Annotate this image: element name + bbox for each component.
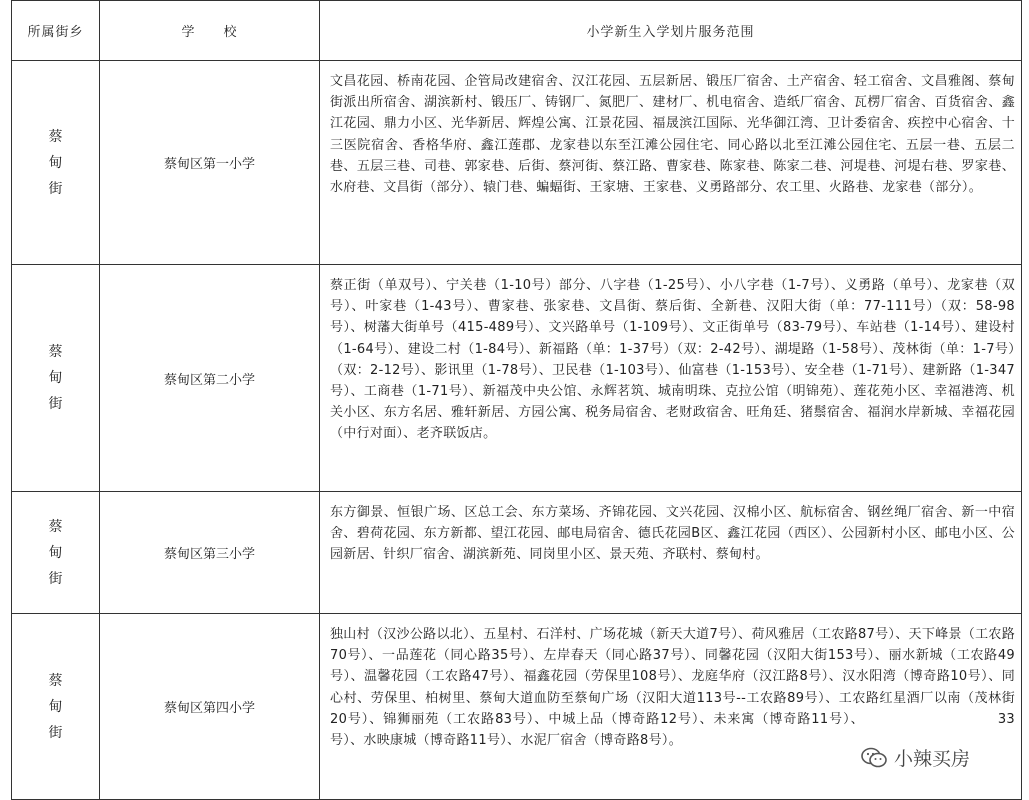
range-cell: 东方御景、恒银广场、区总工会、东方菜场、齐锦花园、文兴花园、汉棉小区、航标宿舍、钢丝绳厂宿舍、新一中宿舍、碧荷花园、东方新都、望江花园、邮电局宿舍、德氏花园B区、鑫江花园（西区）、公园新村小区、邮电小区、公园新居、针织厂宿舍、湖滨新苑、同岗里小区、景天苑、齐联村、蔡甸村。 bbox=[320, 492, 1022, 614]
street-name: 蔡甸街 bbox=[48, 672, 63, 741]
street-name: 蔡甸街 bbox=[48, 518, 63, 587]
range-cell: 文昌花园、桥南花园、企管局改建宿舍、汉江花园、五层新居、锻压厂宿舍、土产宿舍、轻工宿舍、文昌雅阁、蔡甸街派出所宿舍、湖滨新村、锻压厂、铸钢厂、氮肥厂、建材厂、机电宿舍、造纸厂宿舍、瓦楞厂宿舍、百货宿舍、鑫江花园、鼎力小区、光华新居、辉煌公寓、江景花园、福晟滨江国际、光华御江湾、卫计委宿舍、疾控中心宿舍、十三医院宿舍、香格华府、鑫江莲郡、龙家巷以东至江滩公园住宅、同心路以北至江滩公园住宅、五层一巷、五层二巷、五层三巷、司巷、郭家巷、后街、蔡河街、蔡江路、曹家巷、陈家巷、陈家二巷、河堤巷、河堤右巷、罗家巷、水府巷、文昌街（部分）、辕门巷、蝙蝠街、王家塘、王家巷、义勇路部分、农工里、火路巷、龙家巷（部分）。 bbox=[320, 61, 1022, 265]
header-street: 所属街乡 bbox=[12, 1, 100, 61]
school-cell: 蔡甸区第一小学 bbox=[100, 61, 320, 265]
header-school: 学 校 bbox=[100, 1, 320, 61]
header-range: 小学新生入学划片服务范围 bbox=[320, 1, 1022, 61]
table-row bbox=[12, 492, 1022, 614]
street-cell bbox=[12, 492, 100, 614]
street-name: 蔡甸街 bbox=[48, 128, 63, 197]
street-cell bbox=[12, 614, 100, 800]
school-district-table bbox=[11, 0, 1022, 800]
table-row bbox=[12, 265, 1022, 492]
school-cell: 蔡甸区第二小学 bbox=[100, 265, 320, 492]
range-cell: 独山村（汉沙公路以北）、五星村、石洋村、广场花城（新天大道7号）、荷风雅居（工农路87号）、天下峰景（工农路70号）、一品莲花（同心路35号）、左岸春天（同心路37号）、同馨花园（汉阳大街153号）、丽水新城（工农路49号）、温馨花园（工农路47号）、福鑫花园（劳保里108号）、龙庭华府（汉江路8号）、汉水阳湾（博奇路10号）、同心村、劳保里、柏树里、蔡甸大道血防至蔡甸广场（汉阳大道113号--工农路89号）、工农路红星酒厂以南（茂林街20号）、锦狮丽苑（工农路83号）、中城上品（博奇路12号）、未来寓（博奇路11号）、 33号）、水映康城（博奇路11号）、水泥厂宿舍（博奇路8号）。 bbox=[320, 614, 1022, 800]
table-header-row bbox=[12, 1, 1022, 61]
watermark-text: 小辣买房 bbox=[894, 748, 971, 770]
school-cell: 蔡甸区第四小学 bbox=[100, 614, 320, 800]
street-cell bbox=[12, 61, 100, 265]
wechat-icon bbox=[860, 746, 888, 770]
street-cell bbox=[12, 265, 100, 492]
range-cell: 蔡正街（单双号）、宁关巷（1-10号）部分、八字巷（1-25号）、小八字巷（1-7号）、义勇路（单号）、龙家巷（双号）、叶家巷（1-43号）、曹家巷、张家巷、文昌街、蔡后街、全新巷、汉阳大街（单：77-111号）（双：58-98号）、树藩大街单号（415-489号）、文兴路单号（1-109号）、文正街单号（83-79号）、车站巷（1-14号）、建设村（1-64号）、建设二村（1-84号）、新福路（单：1-37号）（双：2-42号）、湖堤路（1-58号）、茂林街（单：1-7号）（双：2-12号）、影讯里（1-78号）、卫民巷（1-103号）、仙富巷（1-153号）、安全巷（1-71号）、建新路（1-347号）、工商巷（1-71号）、新福茂中央公馆、永辉茗筑、城南明珠、克拉公馆（明锦苑）、莲花苑小区、幸福港湾、机关小区、东方名居、雅轩新居、方园公寓、税务局宿舍、老财政宿舍、旺角廷、猪鬃宿舍、福润水岸新城、幸福花园（中行对面）、老齐联饭店。 bbox=[320, 265, 1022, 492]
watermark bbox=[856, 742, 974, 773]
school-cell: 蔡甸区第三小学 bbox=[100, 492, 320, 614]
table-row bbox=[12, 61, 1022, 265]
street-name: 蔡甸街 bbox=[48, 344, 63, 412]
